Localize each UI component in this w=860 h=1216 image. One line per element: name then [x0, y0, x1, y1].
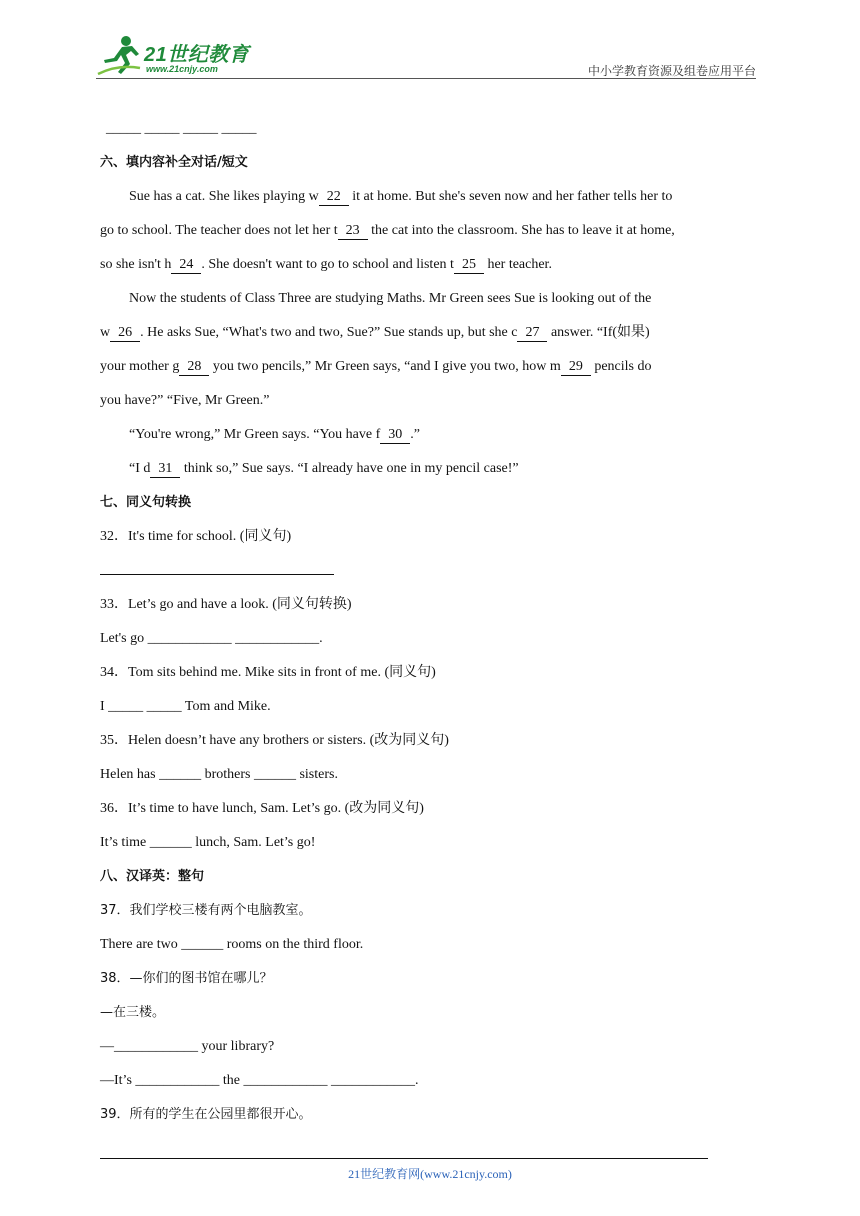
- answer-38-b[interactable]: —It’s ____________ the ____________ ____________.: [100, 1073, 419, 1088]
- question-35: 35．Helen doesn’t have any brothers or sisters. (改为同义句): [100, 733, 449, 748]
- page-footer[interactable]: 21世纪教育网(www.21cnjy.com): [348, 1167, 512, 1181]
- section-7-title: 七、同义句转换: [100, 495, 192, 510]
- blank-29[interactable]: 29: [561, 359, 591, 376]
- blank-23[interactable]: 23: [338, 223, 368, 240]
- runner-logo-icon: [96, 34, 142, 76]
- blank-27[interactable]: 27: [517, 325, 547, 342]
- header-divider: [96, 78, 756, 79]
- page-header: [96, 34, 756, 80]
- answer-34[interactable]: I _____ _____ Tom and Mike.: [100, 699, 271, 714]
- blank-24[interactable]: 24: [171, 257, 201, 274]
- answer-blank[interactable]: [100, 554, 334, 575]
- answer-35[interactable]: Helen has ______ brothers ______ sisters.: [100, 767, 338, 782]
- question-38-reply: —在三楼。: [100, 1005, 166, 1020]
- answer-36[interactable]: It’s time ______ lunch, Sam. Let’s go!: [100, 835, 316, 850]
- passage-line: “You're wrong,” Mr Green says. “You have f 30 .”: [129, 427, 420, 442]
- passage-line: so she isn't h 24 . She doesn't want to go to school and listen t 25 her teacher.: [100, 257, 552, 272]
- question-39: 39．所有的学生在公园里都很开心。: [100, 1107, 312, 1122]
- top-answer-blanks: _____ _____ _____ _____: [106, 121, 257, 136]
- answer-33[interactable]: Let's go ____________ ____________.: [100, 631, 323, 646]
- passage-line: go to school. The teacher does not let her t 23 the cat into the classroom. She has to leave it at home,: [100, 223, 675, 238]
- blank-30[interactable]: 30: [380, 427, 410, 444]
- blank-28[interactable]: 28: [179, 359, 209, 376]
- answer-38-a[interactable]: —____________ your library?: [100, 1039, 275, 1054]
- question-36: 36．It’s time to have lunch, Sam. Let’s go. (改为同义句): [100, 801, 424, 816]
- question-38: 38．—你们的图书馆在哪儿？: [100, 971, 273, 986]
- passage-line: w 26 . He asks Sue, “What's two and two, Sue?” Sue stands up, but she c 27 answer. “If(如果): [100, 325, 650, 340]
- question-32: 32．It's time for school. (同义句): [100, 529, 292, 544]
- question-34: 34．Tom sits behind me. Mike sits in front of me. (同义句): [100, 665, 436, 680]
- document-body: [100, 112, 756, 1132]
- question-37: 37．我们学校三楼有两个电脑教室。: [100, 903, 312, 918]
- passage-line: “I d 31 think so,” Sue says. “I already have one in my pencil case!”: [129, 461, 519, 476]
- logo-url: www.21cnjy.com: [146, 64, 218, 74]
- blank-22[interactable]: 22: [319, 189, 349, 206]
- passage-line: Sue has a cat. She likes playing w 22 it at home. But she's seven now and her father tells her to: [129, 189, 673, 204]
- section-8-title: 八、汉译英：整句: [100, 869, 205, 884]
- passage-line: your mother g 28 you two pencils,” Mr Green says, “and I give you two, how m 29 pencils do: [100, 359, 652, 374]
- blank-25[interactable]: 25: [454, 257, 484, 274]
- passage-line: you have?” “Five, Mr Green.”: [100, 393, 270, 408]
- site-logo: [96, 34, 266, 78]
- blank-26[interactable]: 26: [110, 325, 140, 342]
- footer-divider: [100, 1158, 708, 1159]
- logo-text: 21世纪教育: [144, 44, 250, 66]
- passage-line: Now the students of Class Three are studying Maths. Mr Green sees Sue is looking out of the: [129, 291, 652, 306]
- section-6-title: 六、填内容补全对话/短文: [100, 155, 248, 170]
- header-platform-name: 中小学教育资源及组卷应用平台: [587, 64, 756, 78]
- answer-line-32[interactable]: [100, 554, 756, 588]
- question-33: 33．Let’s go and have a look. (同义句转换): [100, 597, 352, 612]
- answer-37[interactable]: There are two ______ rooms on the third floor.: [100, 937, 364, 952]
- blank-31[interactable]: 31: [150, 461, 180, 478]
